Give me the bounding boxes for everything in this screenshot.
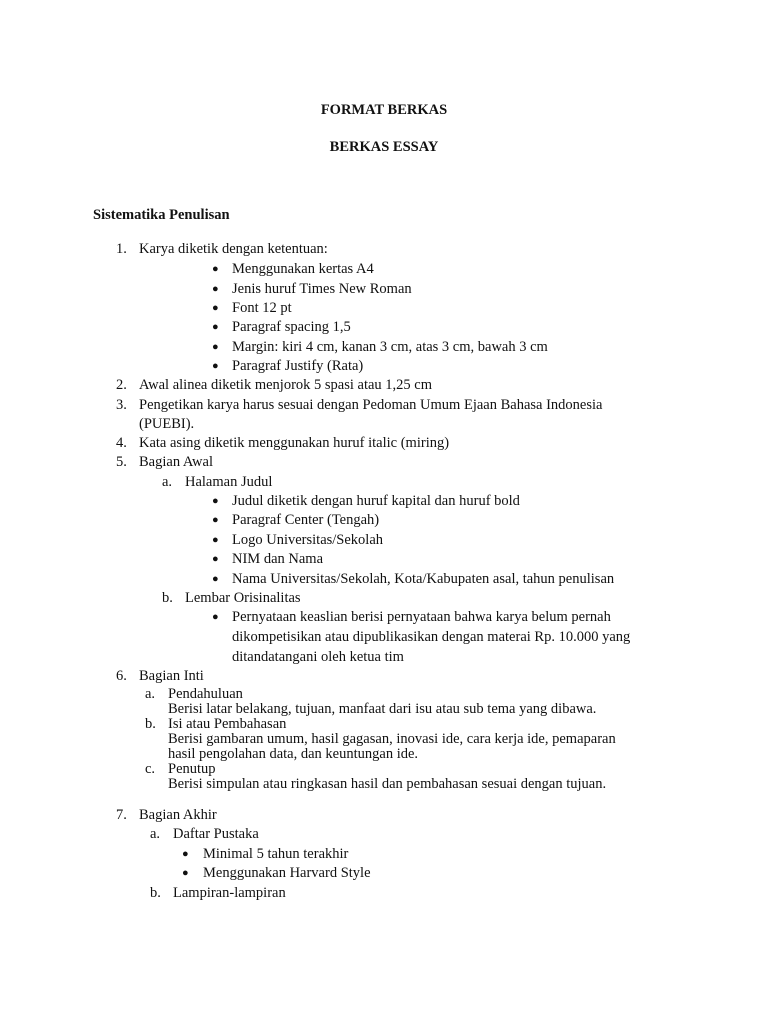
bullet-icon: ● xyxy=(212,573,219,585)
sub-description: Berisi latar belakang, tujuan, manfaat dari isu atau sub tema yang dibawa. xyxy=(168,701,597,717)
bullet-icon: ● xyxy=(212,321,219,333)
bullet-text: Nama Universitas/Sekolah, Kota/Kabupaten asal, tahun penulisan xyxy=(232,571,615,587)
bullet-icon: ● xyxy=(182,848,189,860)
sub-letter: a. xyxy=(162,474,173,490)
bullet-icon: ● xyxy=(212,495,219,507)
item-text: Pengetikan karya harus sesuai dengan Pedoman Umum Ejaan Bahasa Indonesia xyxy=(139,397,603,413)
item-text: Karya diketik dengan ketentuan: xyxy=(139,241,328,257)
bullet-icon: ● xyxy=(212,611,219,623)
sub-letter: a. xyxy=(145,686,156,702)
item-number: 6. xyxy=(116,668,127,684)
bullet-text: Logo Universitas/Sekolah xyxy=(232,532,384,548)
bullet-text: Paragraf Justify (Rata) xyxy=(232,358,364,374)
item-text: Awal alinea diketik menjorok 5 spasi atau 1,25 cm xyxy=(139,377,433,393)
item-number: 1. xyxy=(116,241,127,257)
bullet-text-continued: dikompetisikan atau dipublikasikan dengan materai Rp. 10.000 yang xyxy=(232,629,631,645)
bullet-icon: ● xyxy=(212,514,219,526)
item-text: Kata asing diketik menggunakan huruf italic (miring) xyxy=(139,435,450,451)
document-subtitle: BERKAS ESSAY xyxy=(329,139,439,155)
sub-text: Pendahuluan xyxy=(168,686,243,702)
bullet-text: Font 12 pt xyxy=(232,300,292,316)
bullet-icon: ● xyxy=(212,553,219,565)
item-number: 7. xyxy=(116,807,127,823)
bullet-text: Minimal 5 tahun terakhir xyxy=(203,846,349,862)
bullet-text: Pernyataan keaslian berisi pernyataan bahwa karya belum pernah xyxy=(232,609,611,625)
bullet-text-continued: ditandatangani oleh ketua tim xyxy=(232,649,404,665)
item-number: 2. xyxy=(116,377,127,393)
bullet-text: Paragraf spacing 1,5 xyxy=(232,319,351,335)
sub-text: Daftar Pustaka xyxy=(173,826,259,842)
document-title: FORMAT BERKAS xyxy=(320,102,448,118)
item-text: Bagian Inti xyxy=(139,668,204,684)
item-text: Bagian Awal xyxy=(139,454,213,470)
sub-letter: b. xyxy=(162,590,173,606)
bullet-icon: ● xyxy=(212,360,219,372)
bullet-text: NIM dan Nama xyxy=(232,551,324,567)
sub-letter: b. xyxy=(150,885,161,901)
item-number: 3. xyxy=(116,397,127,413)
bullet-text: Margin: kiri 4 cm, kanan 3 cm, atas 3 cm, bawah 3 cm xyxy=(232,339,548,355)
bullet-text: Menggunakan kertas A4 xyxy=(232,261,374,277)
bullet-icon: ● xyxy=(212,534,219,546)
bullet-icon: ● xyxy=(212,341,219,353)
bullet-text: Judul diketik dengan huruf kapital dan huruf bold xyxy=(232,493,520,509)
sub-letter: b. xyxy=(145,716,156,732)
sub-description-continued: hasil pengolahan data, dan keuntungan ide. xyxy=(168,746,419,762)
sub-letter: a. xyxy=(150,826,161,842)
item-number: 5. xyxy=(116,454,127,470)
bullet-icon: ● xyxy=(212,302,219,314)
item-text-continued: (PUEBI). xyxy=(139,416,195,432)
bullet-icon: ● xyxy=(212,283,219,295)
bullet-icon: ● xyxy=(212,263,219,275)
bullet-text: Menggunakan Harvard Style xyxy=(203,865,371,881)
sub-letter: c. xyxy=(145,761,156,777)
section-heading: Sistematika Penulisan xyxy=(93,207,230,223)
bullet-text: Paragraf Center (Tengah) xyxy=(232,512,380,528)
sub-description: Berisi gambaran umum, hasil gagasan, inovasi ide, cara kerja ide, pemaparan xyxy=(168,731,616,747)
sub-text: Lembar Orisinalitas xyxy=(185,590,301,606)
item-text: Bagian Akhir xyxy=(139,807,217,823)
sub-text: Halaman Judul xyxy=(185,474,273,490)
bullet-text: Jenis huruf Times New Roman xyxy=(232,281,412,297)
bullet-icon: ● xyxy=(182,867,189,879)
item-number: 4. xyxy=(116,435,127,451)
sub-description: Berisi simpulan atau ringkasan hasil dan pembahasan sesuai dengan tujuan. xyxy=(168,776,607,792)
sub-text: Isi atau Pembahasan xyxy=(168,716,287,732)
sub-text: Lampiran-lampiran xyxy=(173,885,286,901)
sub-text: Penutup xyxy=(168,761,216,777)
